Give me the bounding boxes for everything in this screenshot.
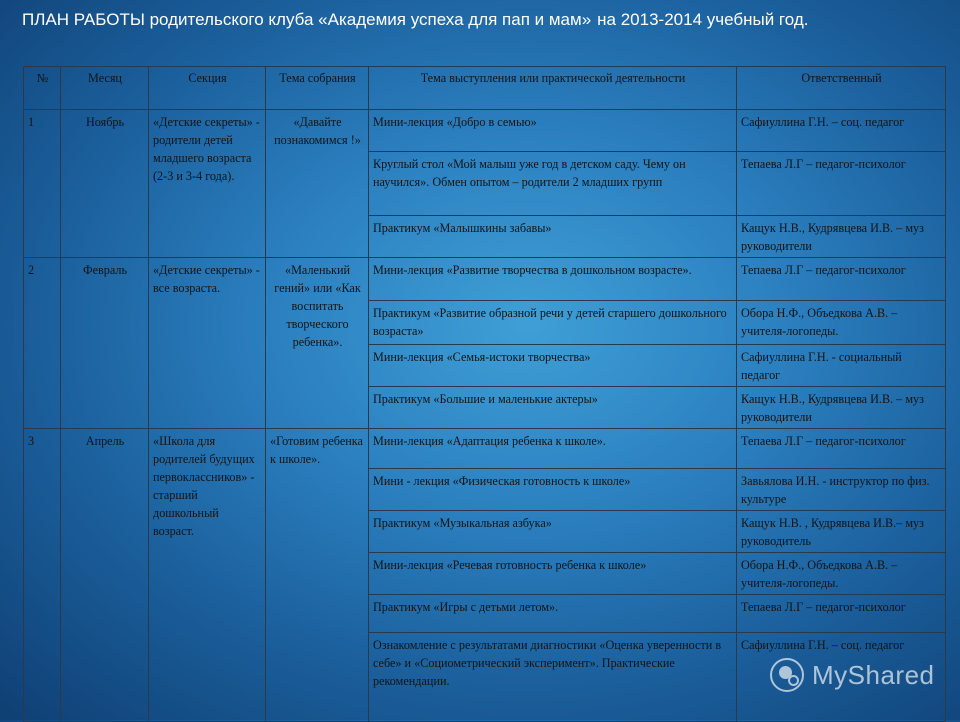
row-activity: Мини-лекция «Адаптация ребенка к школе».	[369, 429, 737, 469]
row-responsible: Тепаева Л.Г – педагог-психолог	[737, 429, 946, 469]
row-num: 1	[24, 110, 61, 258]
row-activity: Мини-лекция «Развитие творчества в дошкольном возрасте».	[369, 258, 737, 301]
title-main: ПЛАН РАБОТЫ родительского клуба «Академия успеха для пап и мам»	[22, 10, 592, 29]
header-row	[24, 67, 946, 110]
row-activity: Мини-лекция «Речевая готовность ребенка к школе»	[369, 553, 737, 595]
row-topic: «Давайте познакомимся !»	[266, 110, 369, 258]
table-row	[24, 110, 946, 152]
row-section: «Детские секреты» - все возраста.	[149, 258, 266, 429]
row-month: Ноябрь	[61, 110, 149, 258]
header-activity: Тема выступления или практической деятельности	[369, 67, 737, 110]
row-section: «Детские секреты» - родители детей младшего возраста (2-3 и 3-4 года).	[149, 110, 266, 258]
row-month: Апрель	[61, 429, 149, 722]
header-topic: Тема собрания	[266, 67, 369, 110]
row-activity: Практикум «Музыкальная азбука»	[369, 511, 737, 553]
row-activity: Практикум «Большие и маленькие актеры»	[369, 387, 737, 429]
row-num: 3	[24, 429, 61, 722]
header-section: Секция	[149, 67, 266, 110]
row-responsible: Кащук Н.В. , Кудрявцева И.В.– муз руководитель	[737, 511, 946, 553]
row-activity: Практикум «Развитие образной речи у детей старшего дошкольного возраста»	[369, 301, 737, 345]
row-activity: Мини-лекция «Семья-истоки творчества»	[369, 345, 737, 387]
row-month: Февраль	[61, 258, 149, 429]
row-activity: Круглый стол «Мой малыш уже год в детском саду. Чему он научился». Обмен опытом – родители 2 младших групп	[369, 152, 737, 216]
row-responsible: Кащук Н.В., Кудрявцева И.В. – муз руководители	[737, 387, 946, 429]
header-num: №	[24, 67, 61, 110]
page-title	[22, 10, 942, 30]
row-topic: «Готовим ребенка к школе».	[266, 429, 369, 722]
row-responsible: Тепаева Л.Г – педагог-психолог	[737, 595, 946, 633]
row-responsible: Кащук Н.В., Кудрявцева И.В. – муз руководители	[737, 216, 946, 258]
row-responsible: Тепаева Л.Г – педагог-психолог	[737, 258, 946, 301]
watermark-logo	[770, 655, 935, 695]
row-section: «Школа для родителей будущих первоклассников» - старший дошкольный возраст.	[149, 429, 266, 722]
row-responsible: Завьялова И.Н. - инструктор по физ. культуре	[737, 469, 946, 511]
row-activity: Практикум «Малышкины забавы»	[369, 216, 737, 258]
watermark-text: MyShared	[812, 659, 935, 690]
title-year: на 2013-2014 учебный год.	[597, 10, 809, 29]
myshared-logo-icon	[770, 658, 804, 692]
header-month: Месяц	[61, 67, 149, 110]
row-responsible: Сафиуллина Г.Н. – соц. педагог	[737, 633, 946, 722]
row-activity: Практикум «Игры с детьми летом».	[369, 595, 737, 633]
table-row	[24, 258, 946, 301]
table-row	[24, 429, 946, 469]
row-responsible: Тепаева Л.Г – педагог-психолог	[737, 152, 946, 216]
row-responsible: Сафиуллина Г.Н. – соц. педагог	[737, 110, 946, 152]
row-num: 2	[24, 258, 61, 429]
row-responsible: Обора Н.Ф., Объедкова А.В. – учителя-логопеды.	[737, 301, 946, 345]
row-activity: Мини-лекция «Добро в семью»	[369, 110, 737, 152]
row-responsible: Обора Н.Ф., Объедкова А.В. – учителя-логопеды.	[737, 553, 946, 595]
row-activity: Ознакомление с результатами диагностики «Оценка уверенности в себе» и «Социометрический эксперимент». Практические рекомендации.	[369, 633, 737, 722]
row-activity: Мини - лекция «Физическая готовность к школе»	[369, 469, 737, 511]
row-topic: «Маленький гений» или «Как воспитать творческого ребенка».	[266, 258, 369, 429]
row-responsible: Сафиуллина Г.Н. - социальный педагог	[737, 345, 946, 387]
header-responsible: Ответственный	[737, 67, 946, 110]
plan-table	[23, 66, 946, 722]
